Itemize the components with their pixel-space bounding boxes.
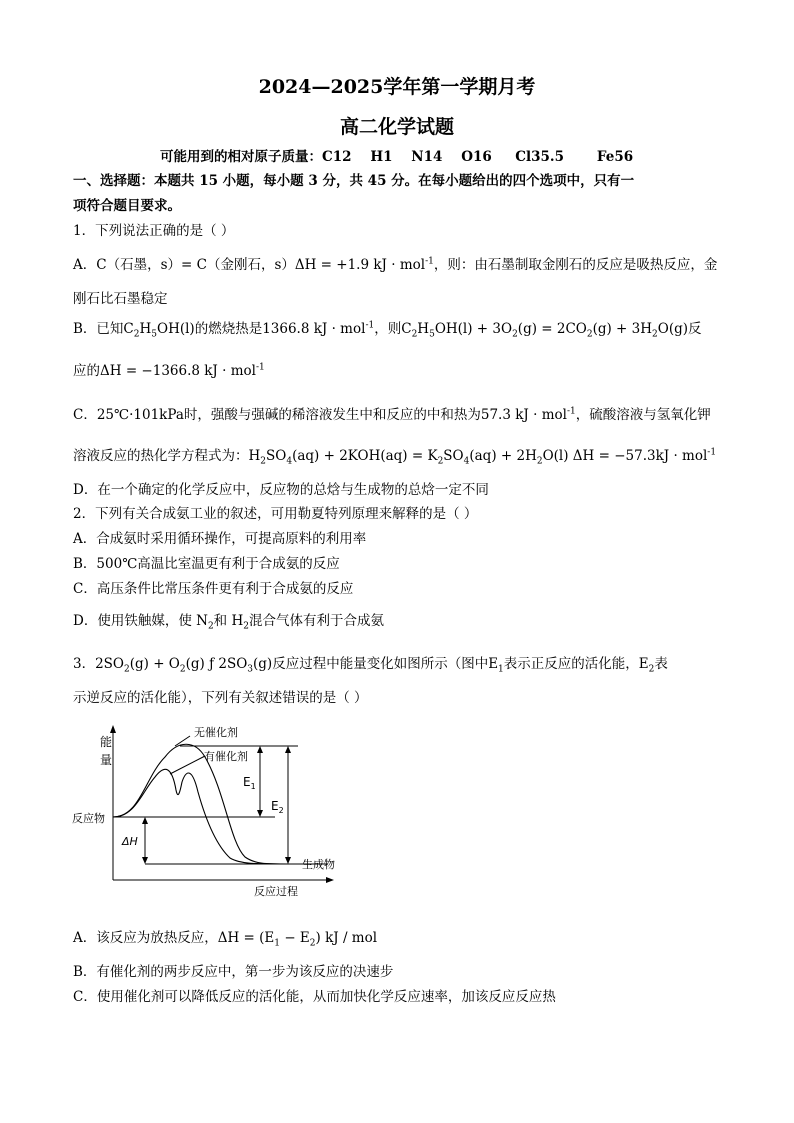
e1-arrow-bottom-icon xyxy=(257,810,263,817)
q2-option-d: D．使用铁触媒，使 $N_2$和 $H_2$混合气体有利于合成氨 xyxy=(73,613,384,632)
dh-label: ΔH xyxy=(122,835,138,848)
exam-subtitle: 高二化学试题 xyxy=(339,116,454,138)
q2-option-a: A．合成氨时采用循环操作，可提高原料的利用率 xyxy=(73,531,367,547)
e2-label: $E_2$ xyxy=(271,799,284,815)
energy-diagram xyxy=(70,722,360,902)
q1-stem: 1．下列说法正确的是（ ） xyxy=(73,223,235,239)
q1-option-b-cont: 应的ΔH = −1366.8 kJ · mol$^{-1}$ xyxy=(73,362,265,379)
e2-arrow-top-icon xyxy=(285,746,291,753)
q1-option-a: A．C（石墨，s）= C（金刚石，s）ΔH = +1.9 kJ · mol$^{-1}$，则：由石墨制取金刚石的反应是吸热反应，金 xyxy=(73,256,718,273)
e2-arrow-bottom-icon xyxy=(285,857,291,864)
no-catalyst-label: 无催化剂 xyxy=(194,726,238,739)
section-heading-cont: 项符合题目要求。 xyxy=(73,198,181,214)
dh-arrow-bottom-icon xyxy=(142,857,148,864)
q3-option-c: C．使用催化剂可以降低反应的活化能，从而加快化学反应速率，加该反应反应热 xyxy=(73,989,556,1005)
q3-stem-cont: 示逆反应的活化能），下列有关叙述错误的是（ ） xyxy=(73,690,368,706)
q1-option-c: C．25℃·101kPa时，强酸与强碱的稀溶液发生中和反应的中和热为57.3 kJ · mol$^{-1}$，硫酸溶液与氢氧化钾 xyxy=(73,406,711,423)
q1-option-d: D．在一个确定的化学反应中，反应物的总焓与生成物的总焓一定不同 xyxy=(73,482,489,498)
products-label: 生成物 xyxy=(302,858,335,871)
atomic-masses: 可能用到的相对原子质量：C12 H1 N14 O16 Cl35.5 Fe56 xyxy=(160,149,634,165)
q1-option-b: B．已知$C_2H_5OH(l)$的燃烧热是1366.8 kJ · mol$^{-1}$，则$C_2H_5OH(l) + 3O_2(g) = 2CO_2(g) + 3H_2O(g)$反 xyxy=(73,320,702,340)
y-axis-arrow-icon xyxy=(110,725,116,733)
q2-option-c: C．高压条件比常压条件更有利于合成氨的反应 xyxy=(73,581,354,597)
dh-arrow-top-icon xyxy=(142,817,148,824)
e1-arrow-top-icon xyxy=(257,746,263,753)
q1-option-a-cont: 刚石比石墨稳定 xyxy=(73,291,168,307)
x-axis-label: 反应过程 xyxy=(254,885,298,898)
q1-option-c-cont: 溶液反应的热化学方程式为：$H_2SO_4(aq) + 2KOH(aq) = K_2SO_4(aq) + 2H_2O(l) \Delta H = -57.3kJ \cdot mol^{-1}$ xyxy=(73,447,717,467)
e1-label: $E_1$ xyxy=(243,775,256,791)
q2-stem: 2．下列有关合成氨工业的叙述，可用勒夏特列原理来解释的是（ ） xyxy=(73,506,478,522)
q3-stem: 3．$2SO_2(g) + O_2(g)$ ƒ $2SO_3(g)$反应过程中能量变化如图所示（图中$E_1$表示正反应的活化能，$E_2$表 xyxy=(73,656,668,675)
q3-option-a: A．该反应为放热反应，$\Delta H = (E_1 - E_2)$ kJ / mol xyxy=(73,930,378,949)
catalyst-label: 有催化剂 xyxy=(204,750,248,763)
y-axis-label-2: 量 xyxy=(100,753,113,767)
q2-option-b: B．500℃高温比室温更有利于合成氨的反应 xyxy=(73,556,340,572)
reactants-label: 反应物 xyxy=(72,812,105,825)
section-heading: 一、选择题：本题共 15 小题，每小题 3 分，共 45 分。在每小题给出的四个选项中，只有一 xyxy=(73,173,635,189)
catalyst-leader xyxy=(170,756,205,774)
q3-option-b: B．有催化剂的两步反应中，第一步为该反应的决速步 xyxy=(73,964,394,980)
y-axis-label-1: 能 xyxy=(100,735,113,749)
exam-title: 2024—2025学年第一学期月考 xyxy=(258,76,536,98)
x-axis-arrow-icon xyxy=(326,877,334,883)
